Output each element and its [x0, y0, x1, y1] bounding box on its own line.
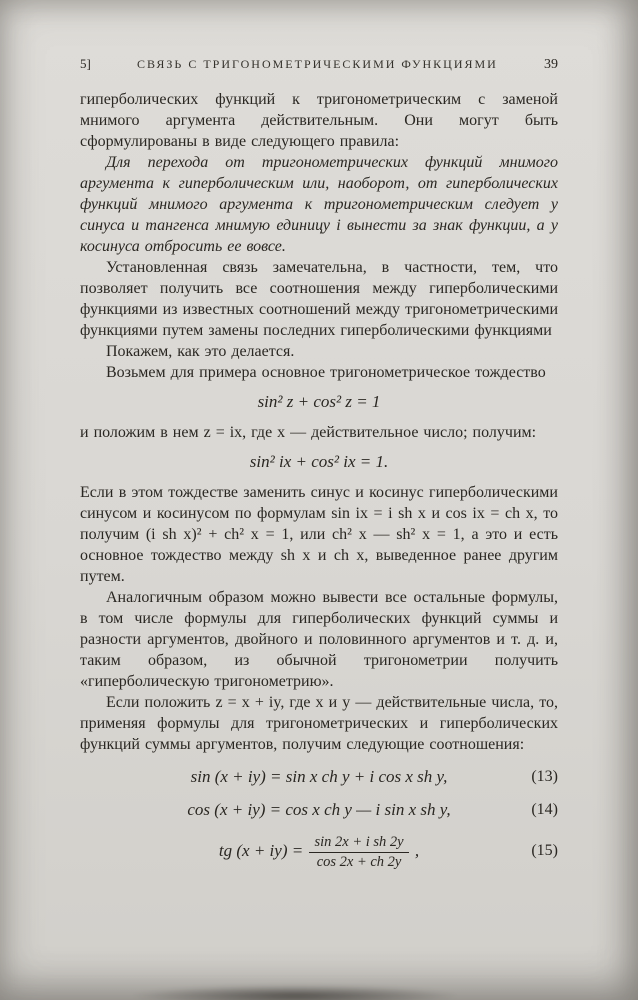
equation-15-fraction — [309, 834, 408, 871]
chapter-title: СВЯЗЬ С ТРИГОНОМЕТРИЧЕСКИМИ ФУНКЦИЯМИ — [137, 57, 498, 71]
text-column — [80, 56, 558, 880]
equation-14-number: (14) — [531, 801, 558, 818]
equation-14 — [80, 798, 558, 822]
equation-block — [80, 765, 558, 871]
page-number: 39 — [544, 57, 558, 72]
running-header — [80, 56, 558, 73]
paragraph: Аналогичным образом можно вывести все остальные формулы, в том числе формулы для гиперболических функций суммы и разности аргументов, двойного и половинного аргументов и т. д. и, таким образом, из обычной тригонометрии получить «гиперболическую тригонометрию». — [80, 589, 558, 690]
paragraph: Возьмем для примера основное тригонометрическое тождество — [106, 364, 546, 381]
equation-15-tail: , — [414, 841, 420, 860]
equation-13-number: (13) — [531, 768, 558, 785]
paragraph: гиперболических функций к тригонометрическим с заменой мнимого аргумента действительным. Они могут быть сформулированы в виде следующего правила: — [80, 91, 558, 150]
equation-15-number: (15) — [531, 842, 558, 859]
formula-identity-z: sin² z + cos² z = 1 — [257, 392, 381, 411]
equation-15-lhs: tg (x + iy) = — [218, 841, 304, 860]
paragraph: Если в этом тождестве заменить синус и косинус гиперболическими синусом и косинусом по формулам sin ix = i sh x и cos ix = ch x, то получим (i sh x)² + ch² x = 1, или ch² x — sh² x = 1, а это и есть основное тождество между sh x и ch x, выведенное ранее другим путем. — [80, 484, 558, 585]
paragraph: Покажем, как это делается. — [106, 343, 295, 360]
equation-15-numerator: sin 2x + i sh 2y — [309, 834, 408, 853]
section-number: 5] — [80, 56, 91, 71]
paragraph: Если положить z = x + iy, где x и y — действительные числа, то, применяя формулы для тригонометрических и гиперболических функций суммы аргументов, получим следующие соотношения: — [80, 694, 558, 753]
scan-edge-smudge — [130, 985, 460, 1000]
paragraph: Установленная связь замечательна, в частности, тем, что позволяет получить все соотношения между гиперболическими функциями из известных соотношений между тригонометрическими функциями путем замены последних гиперболическими функциями — [80, 259, 558, 339]
paragraph: и положим в нем z = ix, где x — действительное число; получим: — [80, 424, 537, 441]
formula-identity-ix: sin² ix + cos² ix = 1. — [249, 452, 389, 471]
paragraph-rule-italic: Для перехода от тригонометрических функций мнимого аргумента к гиперболическим или, наоборот, от гиперболических функций мнимого аргумента к тригонометрическим следует у синуса и тангенса мнимую единицу i вынести за знак функции, а у косинуса отбросить ее вовсе. — [80, 154, 558, 255]
equation-15-denominator: cos 2x + ch 2y — [316, 853, 402, 870]
equation-14-body: cos (x + iy) = cos x ch y — i sin x sh y, — [187, 800, 451, 819]
equation-13 — [80, 765, 558, 789]
equation-15 — [80, 831, 558, 871]
equation-13-body: sin (x + iy) = sin x ch y + i cos x sh y, — [190, 767, 448, 786]
